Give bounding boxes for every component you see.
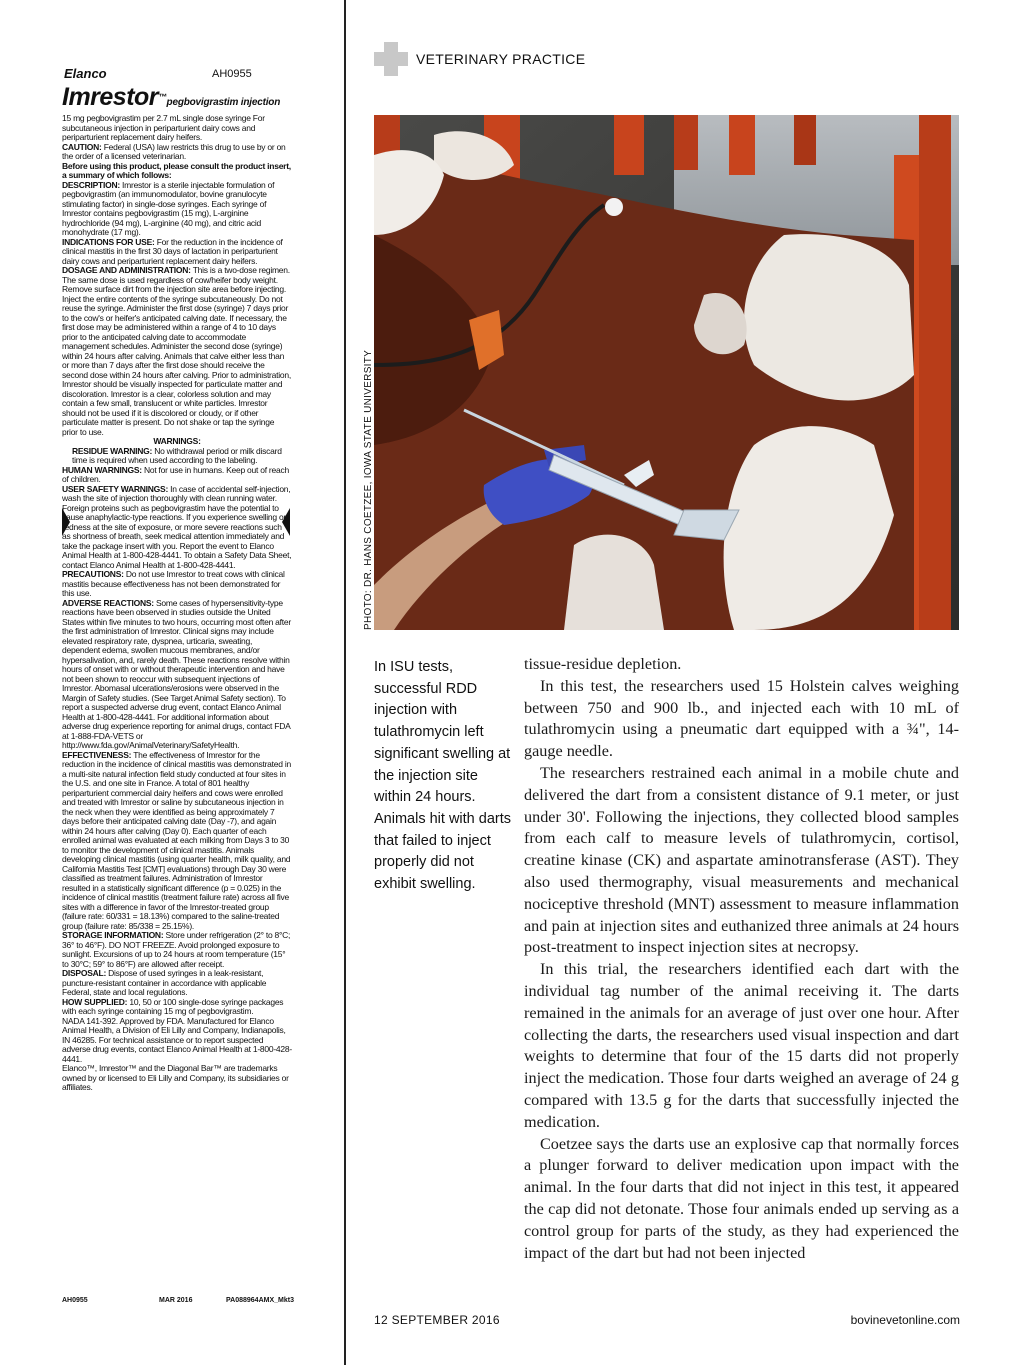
- page-folio: 12 SEPTEMBER 2016: [374, 1313, 500, 1327]
- ad-dosage: DOSAGE AND ADMINISTRATION: This is a two-dose regimen. The same dose is used regardless of cow/heifer body weight. Remove surface dirt from the injection site area before injecting. Inject the entire contents of the syringe subcutaneously. Do not reuse the syringe. Administer the first dose (syringe) 7 days prior to the cow's or heifer's anticipated calving date. If necessary, the first dose may be administered within a range of 4 to 10 days prior to the anticipated calving date to accommodate management schedules. Administer the second dose (syringe) within 24 hours after calving. Animals that calve either less than or more than 7 days after the first dose should receive the second dose within 24 hours after calving. Prior to administration, Imrestor should be visually inspected for particulate matter and discoloration. Imrestor is a clear, colorless solution and may contain a few small, translucent or white particles. Imrestor should not be used if it is discolored or cloudy, or if other particulate matter is present. Do not shake or tap the syringe prior to use.: [62, 265, 291, 437]
- article-paragraph: The researchers restrained each animal in a mobile chute and delivered the dart from a consistent distance of 9.1 meter, or just under 30'. Following the injections, they collected blood samples from each calf to measure levels of tulathromycin, cortisol, creatine kinase (CK) and aspartate aminotransferase (AST). They also used thermography, visual measurements and mechanical nociceptive threshold (MNT) assessment to measure inflammation and pain at injection sites and euthanized three animals at 24 hours post-treatment to inspect injection sites at necropsy.: [524, 763, 959, 957]
- article-photo: [374, 115, 959, 630]
- photo-credit: PHOTO: DR. HANS COETZEE, IOWA STATE UNIVERSITY: [363, 349, 374, 630]
- ad-residue-warning: RESIDUE WARNING: No withdrawal period or milk discard time is required when used according to the labeling.: [72, 445, 282, 465]
- ad-product-subtitle: pegbovigrastim injection: [166, 97, 281, 108]
- ad-storage: STORAGE INFORMATION: Store under refrigeration (2° to 8°C; 36° to 46°F). DO NOT FREEZE. Avoid prolonged exposure to sunlight. Excursions of up to 24 hours at room temperature (15° to 30°C; 59° to 86°F) are allowed after receipt.: [62, 930, 291, 969]
- ad-disposal: DISPOSAL: Dispose of used syringes in a leak-resistant, puncture-resistant container in accordance with applicable Federal, state and local regulations.: [62, 968, 267, 997]
- article-paragraph: In this test, the researchers used 15 Holstein calves weighing between 750 and 900 lb., and injected each with 10 mL of tulathromycin using a pneumatic dart equipped with a ¾", 14-gauge needle.: [524, 676, 959, 761]
- ad-description: DESCRIPTION: Imrestor is a sterile injectable formulation of pegbovigrastim (an immunomodulator, bovine granulocyte stimulating factor) in single-dose syringes. Each syringe of Imrestor contains pegbovigrastim (15 mg), L-arginine hydrochloride (94 mg), L-arginine (40 mg), and citric acid monohydrate (17 mg).: [62, 179, 275, 237]
- ad-warnings-heading: WARNINGS:: [153, 436, 201, 446]
- ad-human-warnings: HUMAN WARNINGS: Not for use in humans. Keep out of reach of children.: [62, 464, 289, 484]
- ad-precautions: PRECAUTIONS: Do not use Imrestor to treat cows with clinical mastitis because effectiveness has not been demonstrated for this use.: [62, 569, 285, 598]
- ad-user-safety: USER SAFETY WARNINGS: In case of accidental self-injection, wash the site of injection thoroughly with clean running water. Foreign proteins such as pegbovigrastim have the potential to cause anaphylactic-type reactions. If you experience swelling or redness at the site of exposure, or more severe reactions such as shortness of breath, seek medical attention immediately and take the package insert with you. Report the event to Elanco Animal Health at 1-800-428-4441. To obtain a Safety Data Sheet, contact Elanco Animal Health at 1-800-428-4441.: [62, 483, 292, 570]
- drug-ad: [62, 66, 292, 1316]
- warning-bracket-left-icon: [62, 508, 70, 536]
- cow-injection-illustration: [374, 115, 959, 630]
- ad-product-name: Imrestor™pegbovigrastim injection: [62, 83, 281, 111]
- warning-bracket-right-icon: [282, 508, 290, 536]
- ad-footer-code: AH0955: [62, 1297, 88, 1304]
- ad-adverse-reactions: ADVERSE REACTIONS: Some cases of hypersensitivity-type reactions have been observed in studies outside the United States within five minutes to two hours, occurring most often after the first administration of Imrestor. Clinical signs may include elevated respiratory rate, dyspnea, urticaria, sweating, dependent edema, swollen mucous membranes, and/or hypersalivation, and, rarely death. These reactions resolve within hours of onset with or without therapeutic intervention and have not been shown to reoccur with subsequent injections of Imrestor. Abomasal ulcerations/erosions were observed in the Margin of Safety studies. (See Target Animal Safety section). To report a suspected adverse drug event, contact Elanco Animal Health at 1-800-428-4441. For additional information about adverse drug experience reporting for animal drugs, contact FDA at 1-888-FDA-VETS or http://www.fda.gov/AnimalVeterinary/SafetyHealth.: [62, 597, 291, 750]
- ad-footer-part: PA088964AMX_Mkt3: [226, 1297, 294, 1304]
- ad-trademarks: Elanco™, Imrestor™ and the Diagonal Bar™ are trademarks owned by or licensed to Eli Lilly and Company, its subsidiaries or affiliates.: [62, 1063, 289, 1092]
- ad-footer-date: MAR 2016: [159, 1297, 193, 1304]
- article-paragraph: Coetzee says the darts use an explosive cap that normally forces a plunger forward to deliver medication upon impact with the animal. In the four darts that did not inject in this test, it appeared the cap did not detonate. Those four animals ended up serving as a control group for parts of the study, as they had experienced the impact of the dart but had not been injected: [524, 1134, 959, 1262]
- ad-intro: 15 mg pegbovigrastim per 2.7 mL single dose syringe For subcutaneous injection in periparturient dairy cows and periparturient replacement dairy heifers.: [62, 113, 265, 142]
- article-paragraph: In this trial, the researchers identified each dart with the individual tag number of the animal receiving it. The darts remained in the animals for an average of just over one hour. After collecting the darts, the researchers used visual inspection and dart weights to determine that four of the 15 darts did not properly inject the medication. Those four darts weighed an average of 24 g compared with 13.5 g for the darts that successfully injected the medication.: [524, 960, 959, 1131]
- section-label: VETERINARY PRACTICE: [416, 51, 586, 67]
- ad-body: [62, 114, 292, 1093]
- ad-how-supplied: HOW SUPPLIED: 10, 50 or 100 single-dose syringe packages with each syringe containing 15 mg of pegbovigrastim.: [62, 996, 284, 1016]
- ad-before-use: Before using this product, please consult the product insert, a summary of which follows:: [62, 160, 291, 180]
- ad-brand: Elanco: [64, 66, 107, 81]
- article-body: [524, 654, 959, 1264]
- article-paragraph: tissue-residue depletion.: [524, 655, 682, 673]
- ad-code: AH0955: [212, 68, 252, 80]
- site-url: bovinevetonline.com: [850, 1313, 960, 1327]
- ad-indications: INDICATIONS FOR USE: For the reduction in the incidence of clinical mastitis in the first 30 days of lactation in periparturient dairy cows and periparturient replacement dairy heifers.: [62, 236, 283, 266]
- ad-caution: CAUTION: Federal (USA) law restricts this drug to use by or on the order of a licensed veterinarian.: [62, 141, 286, 161]
- ad-nada: NADA 141-392. Approved by FDA. Manufactured for Elanco Animal Health, a Division of Eli Lilly and Company, Indianapolis, IN 46285. For technical assistance or to report suspected adverse drug events, contact Elanco Animal Health at 1-800-428-4441.: [62, 1015, 292, 1064]
- column-divider: [344, 0, 346, 1365]
- ad-effectiveness: EFFECTIVENESS: The effectiveness of Imrestor for the reduction in the incidence of clinical mastitis was demonstrated in a multi-site natural infection field study conducted at four sites in the U.S. and one site in France. A total of 801 healthy periparturient commercial dairy heifers and cows were enrolled and treated with Imrestor or saline by subcutaneous injection in the neck when they were identified as being approximately 7 days before their anticipated calving date (Day -7), and again within 24 hours after calving (Day 0). Each quarter of each enrolled animal was evaluated at each milking from Days 3 to 30 to monitor the development of clinical mastitis. Animals developing clinical mastitis (using quarter health, milk quality, and California Mastitis Test [CMT] evaluations) through Day 30 were classified as treatment failures. Administration of Imrestor resulted in a statistically significant difference (p = 0.025) in the incidence of clinical mastitis (treatment failure rate) across all five sites with a difference in favor of the Imrestor-treated group (failure rate: 60/331 = 18.13%) compared to the saline-treated group (failure rate: 85/338 = 25.15%).: [62, 749, 291, 931]
- photo-caption: In ISU tests, successful RDD injection with tulathromycin left significant swelling at the injection site within 24 hours. Animals hit with darts that failed to inject properly did not exhibit swelling.: [374, 659, 511, 893]
- section-cross-icon-vertical: [384, 42, 398, 76]
